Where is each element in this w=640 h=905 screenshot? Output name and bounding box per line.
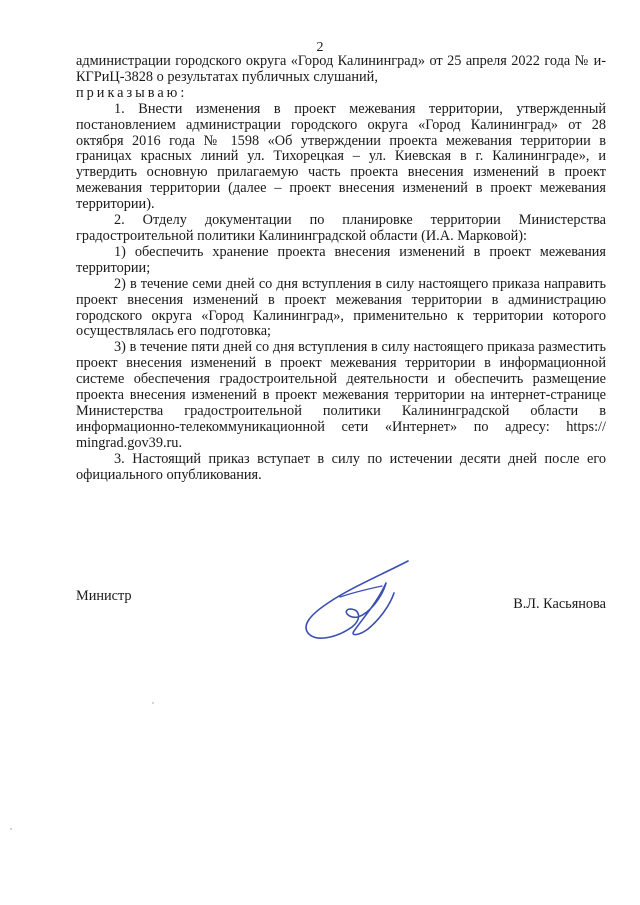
paragraph-3: 3. Настоящий приказ вступает в силу по истечении десяти дней после его официального опубликования. [76,450,606,483]
document-body [76,54,606,483]
order-word: приказываю: [76,84,188,101]
signatory-name: В.Л. Касьянова [513,596,606,612]
paragraph-2-item-2: 2) в течение семи дней со дня вступления в силу настоящего приказа направить проект внесения изменений в проект межевания территории в администрацию городского округа «Город Калининград», применительно к территории которого осуществлялась его подготовка; [76,275,606,340]
scan-speck [10,828,12,830]
scan-speck [152,702,154,704]
intro-paragraph: администрации городского округа «Город Калининград» от 25 апреля 2022 года № и-КГРиЦ-3828 о результатах публичных слушаний, [76,53,606,85]
signatory-title: Министр [76,588,132,604]
paragraph-2-item-1: 1) обеспечить хранение проекта внесения изменений в проект межевания территории; [76,243,606,276]
page-number: 2 [316,40,324,55]
paragraph-2-item-3: 3) в течение пяти дней со дня вступления в силу настоящего приказа разместить проект внесения изменений в проект межевания территории в информационной системе обеспечения градостроительной деятельности и обеспечить размещение проекта внесения изменений в проект межевания территории на интернет-странице Министерства градостроительной политики Калининградской области в информационно-телекоммуникационной сети «Интернет» по адресу: https:// mingrad.gov39.ru. [76,339,606,451]
paragraph-2: 2. Отделу документации по планировке территории Министерства градостроительной политики Калининградской области (И.А. Марковой): [76,212,606,244]
handwritten-signature [290,553,420,648]
paragraph-1: 1. Внести изменения в проект межевания территории, утвержденный постановлением администрации городского округа «Город Калининград» от 28 октября 2016 года № 1598 «Об утверждении проекта межевания территории в границах красных линий ул. Тихорецкая – ул. Киевская в г. Калининграде», и утвердить основную прилагаемую часть проекта внесения изменений в проект межевания территории (далее – проект внесения изменений в проект межевания территории). [76,100,606,213]
